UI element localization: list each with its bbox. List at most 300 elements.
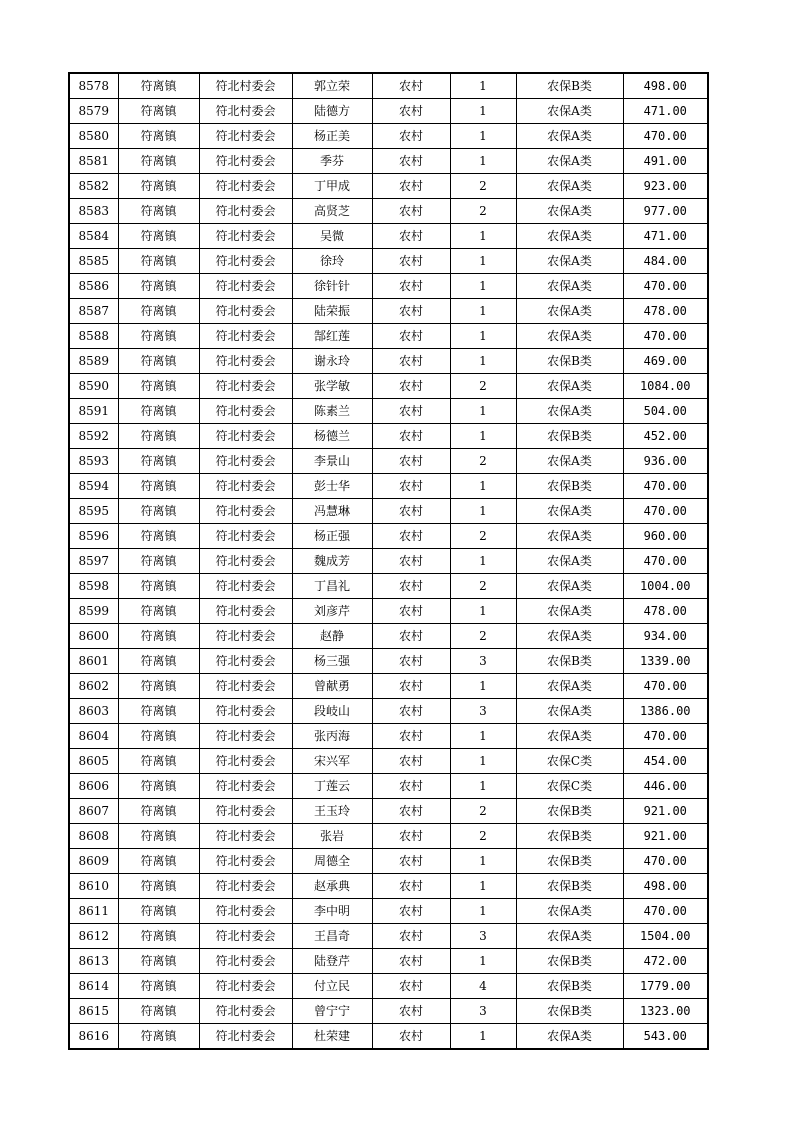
area-type-cell: 农村 [372,174,450,199]
household-count-cell: 2 [450,374,516,399]
village-committee-cell: 符北村委会 [199,174,292,199]
amount-cell: 470.00 [623,899,708,924]
table-row [69,724,708,749]
household-count-cell: 1 [450,724,516,749]
area-type-cell: 农村 [372,974,450,999]
person-name-cell: 杨正强 [292,524,372,549]
table-row [69,399,708,424]
person-name-cell: 段岐山 [292,699,372,724]
town-cell: 符离镇 [118,524,199,549]
insurance-category-cell: 农保A类 [516,674,623,699]
amount-cell: 504.00 [623,399,708,424]
insurance-category-cell: 农保A类 [516,99,623,124]
village-committee-cell: 符北村委会 [199,199,292,224]
village-committee-cell: 符北村委会 [199,874,292,899]
table-row [69,999,708,1024]
insurance-category-cell: 农保B类 [516,999,623,1024]
insurance-category-cell: 农保A类 [516,199,623,224]
row-number: 8578 [69,73,118,99]
person-name-cell: 魏成芳 [292,549,372,574]
village-committee-cell: 符北村委会 [199,824,292,849]
table-row [69,224,708,249]
amount-cell: 923.00 [623,174,708,199]
person-name-cell: 赵静 [292,624,372,649]
person-name-cell: 赵承典 [292,874,372,899]
insurance-category-cell: 农保A类 [516,499,623,524]
amount-cell: 478.00 [623,599,708,624]
person-name-cell: 曾献勇 [292,674,372,699]
person-name-cell: 丁莲云 [292,774,372,799]
row-number: 8582 [69,174,118,199]
row-number: 8610 [69,874,118,899]
table-row [69,1024,708,1050]
household-count-cell: 3 [450,649,516,674]
household-count-cell: 1 [450,849,516,874]
insurance-category-cell: 农保B类 [516,974,623,999]
amount-cell: 484.00 [623,249,708,274]
row-number: 8583 [69,199,118,224]
row-number: 8587 [69,299,118,324]
village-committee-cell: 符北村委会 [199,149,292,174]
amount-cell: 1323.00 [623,999,708,1024]
amount-cell: 543.00 [623,1024,708,1050]
person-name-cell: 丁甲成 [292,174,372,199]
insurance-category-cell: 农保C类 [516,774,623,799]
row-number: 8580 [69,124,118,149]
household-count-cell: 1 [450,749,516,774]
town-cell: 符离镇 [118,199,199,224]
row-number: 8595 [69,499,118,524]
amount-cell: 498.00 [623,73,708,99]
person-name-cell: 杨正美 [292,124,372,149]
insurance-category-cell: 农保A类 [516,724,623,749]
roster-table [68,72,709,1050]
village-committee-cell: 符北村委会 [199,474,292,499]
table-row [69,349,708,374]
row-number: 8605 [69,749,118,774]
area-type-cell: 农村 [372,499,450,524]
person-name-cell: 杨三强 [292,649,372,674]
insurance-category-cell: 农保A类 [516,224,623,249]
village-committee-cell: 符北村委会 [199,374,292,399]
area-type-cell: 农村 [372,524,450,549]
amount-cell: 470.00 [623,324,708,349]
village-committee-cell: 符北村委会 [199,324,292,349]
town-cell: 符离镇 [118,374,199,399]
village-committee-cell: 符北村委会 [199,449,292,474]
village-committee-cell: 符北村委会 [199,99,292,124]
town-cell: 符离镇 [118,449,199,474]
town-cell: 符离镇 [118,649,199,674]
town-cell: 符离镇 [118,924,199,949]
row-number: 8599 [69,599,118,624]
area-type-cell: 农村 [372,324,450,349]
town-cell: 符离镇 [118,124,199,149]
table-row [69,149,708,174]
table-row [69,299,708,324]
household-count-cell: 1 [450,874,516,899]
row-number: 8606 [69,774,118,799]
town-cell: 符离镇 [118,674,199,699]
insurance-category-cell: 农保B类 [516,649,623,674]
row-number: 8604 [69,724,118,749]
household-count-cell: 1 [450,249,516,274]
town-cell: 符离镇 [118,999,199,1024]
insurance-category-cell: 农保B类 [516,73,623,99]
amount-cell: 491.00 [623,149,708,174]
person-name-cell: 张学敏 [292,374,372,399]
table-row [69,749,708,774]
row-number: 8579 [69,99,118,124]
household-count-cell: 3 [450,924,516,949]
village-committee-cell: 符北村委会 [199,124,292,149]
area-type-cell: 农村 [372,349,450,374]
village-committee-cell: 符北村委会 [199,224,292,249]
amount-cell: 1504.00 [623,924,708,949]
area-type-cell: 农村 [372,149,450,174]
insurance-category-cell: 农保B类 [516,799,623,824]
household-count-cell: 1 [450,1024,516,1050]
table-row [69,774,708,799]
row-number: 8594 [69,474,118,499]
insurance-category-cell: 农保A类 [516,374,623,399]
insurance-category-cell: 农保A类 [516,399,623,424]
area-type-cell: 农村 [372,249,450,274]
amount-cell: 478.00 [623,299,708,324]
person-name-cell: 郭立荣 [292,73,372,99]
household-count-cell: 1 [450,224,516,249]
household-count-cell: 1 [450,549,516,574]
area-type-cell: 农村 [372,874,450,899]
area-type-cell: 农村 [372,674,450,699]
row-number: 8609 [69,849,118,874]
insurance-category-cell: 农保A类 [516,274,623,299]
insurance-category-cell: 农保A类 [516,299,623,324]
village-committee-cell: 符北村委会 [199,624,292,649]
table-row [69,799,708,824]
town-cell: 符离镇 [118,73,199,99]
table-row [69,249,708,274]
town-cell: 符离镇 [118,424,199,449]
person-name-cell: 陆登芹 [292,949,372,974]
village-committee-cell: 符北村委会 [199,549,292,574]
table-row [69,924,708,949]
person-name-cell: 陈素兰 [292,399,372,424]
area-type-cell: 农村 [372,549,450,574]
person-name-cell: 杨德兰 [292,424,372,449]
area-type-cell: 农村 [372,73,450,99]
table-row [69,849,708,874]
person-name-cell: 彭士华 [292,474,372,499]
amount-cell: 470.00 [623,499,708,524]
table-row [69,699,708,724]
row-number: 8614 [69,974,118,999]
insurance-category-cell: 农保A类 [516,449,623,474]
row-number: 8608 [69,824,118,849]
village-committee-cell: 符北村委会 [199,724,292,749]
village-committee-cell: 符北村委会 [199,349,292,374]
household-count-cell: 1 [450,399,516,424]
row-number: 8586 [69,274,118,299]
amount-cell: 471.00 [623,224,708,249]
household-count-cell: 4 [450,974,516,999]
table-row [69,274,708,299]
village-committee-cell: 符北村委会 [199,774,292,799]
household-count-cell: 1 [450,149,516,174]
person-name-cell: 郜红莲 [292,324,372,349]
town-cell: 符离镇 [118,249,199,274]
town-cell: 符离镇 [118,849,199,874]
row-number: 8607 [69,799,118,824]
row-number: 8593 [69,449,118,474]
person-name-cell: 张丙海 [292,724,372,749]
town-cell: 符离镇 [118,274,199,299]
table-row [69,899,708,924]
amount-cell: 470.00 [623,124,708,149]
table-row [69,874,708,899]
amount-cell: 469.00 [623,349,708,374]
table-row [69,824,708,849]
amount-cell: 977.00 [623,199,708,224]
insurance-category-cell: 农保A类 [516,899,623,924]
row-number: 8581 [69,149,118,174]
insurance-category-cell: 农保B类 [516,349,623,374]
insurance-category-cell: 农保A类 [516,524,623,549]
person-name-cell: 徐玲 [292,249,372,274]
town-cell: 符离镇 [118,474,199,499]
amount-cell: 470.00 [623,474,708,499]
household-count-cell: 1 [450,324,516,349]
row-number: 8615 [69,999,118,1024]
amount-cell: 452.00 [623,424,708,449]
person-name-cell: 陆荣振 [292,299,372,324]
area-type-cell: 农村 [372,574,450,599]
row-number: 8603 [69,699,118,724]
table-row [69,524,708,549]
household-count-cell: 2 [450,449,516,474]
village-committee-cell: 符北村委会 [199,299,292,324]
household-count-cell: 1 [450,499,516,524]
insurance-category-cell: 农保A类 [516,699,623,724]
village-committee-cell: 符北村委会 [199,424,292,449]
person-name-cell: 丁昌礼 [292,574,372,599]
row-number: 8588 [69,324,118,349]
village-committee-cell: 符北村委会 [199,849,292,874]
row-number: 8591 [69,399,118,424]
amount-cell: 470.00 [623,849,708,874]
person-name-cell: 冯慧琳 [292,499,372,524]
roster-body [69,73,708,1049]
row-number: 8585 [69,249,118,274]
person-name-cell: 张岩 [292,824,372,849]
amount-cell: 1004.00 [623,574,708,599]
village-committee-cell: 符北村委会 [199,249,292,274]
row-number: 8596 [69,524,118,549]
area-type-cell: 农村 [372,949,450,974]
row-number: 8600 [69,624,118,649]
row-number: 8592 [69,424,118,449]
table-row [69,949,708,974]
row-number: 8598 [69,574,118,599]
area-type-cell: 农村 [372,624,450,649]
person-name-cell: 刘彦芹 [292,599,372,624]
insurance-category-cell: 农保A类 [516,324,623,349]
amount-cell: 471.00 [623,99,708,124]
amount-cell: 470.00 [623,724,708,749]
row-number: 8597 [69,549,118,574]
insurance-category-cell: 农保C类 [516,749,623,774]
village-committee-cell: 符北村委会 [199,999,292,1024]
household-count-cell: 2 [450,624,516,649]
row-number: 8611 [69,899,118,924]
area-type-cell: 农村 [372,374,450,399]
area-type-cell: 农村 [372,224,450,249]
town-cell: 符离镇 [118,724,199,749]
person-name-cell: 曾宁宁 [292,999,372,1024]
village-committee-cell: 符北村委会 [199,599,292,624]
town-cell: 符离镇 [118,599,199,624]
area-type-cell: 农村 [372,824,450,849]
household-count-cell: 1 [450,774,516,799]
insurance-category-cell: 农保A类 [516,599,623,624]
table-row [69,674,708,699]
area-type-cell: 农村 [372,649,450,674]
insurance-category-cell: 农保A类 [516,149,623,174]
area-type-cell: 农村 [372,999,450,1024]
area-type-cell: 农村 [372,799,450,824]
area-type-cell: 农村 [372,449,450,474]
area-type-cell: 农村 [372,299,450,324]
table-row [69,649,708,674]
person-name-cell: 李景山 [292,449,372,474]
person-name-cell: 徐针针 [292,274,372,299]
area-type-cell: 农村 [372,599,450,624]
village-committee-cell: 符北村委会 [199,899,292,924]
area-type-cell: 农村 [372,724,450,749]
household-count-cell: 1 [450,274,516,299]
household-count-cell: 3 [450,699,516,724]
town-cell: 符离镇 [118,324,199,349]
insurance-category-cell: 农保A类 [516,174,623,199]
amount-cell: 921.00 [623,824,708,849]
amount-cell: 1386.00 [623,699,708,724]
household-count-cell: 1 [450,124,516,149]
amount-cell: 454.00 [623,749,708,774]
row-number: 8590 [69,374,118,399]
amount-cell: 1779.00 [623,974,708,999]
town-cell: 符离镇 [118,399,199,424]
household-count-cell: 2 [450,574,516,599]
area-type-cell: 农村 [372,774,450,799]
town-cell: 符离镇 [118,149,199,174]
person-name-cell: 李中明 [292,899,372,924]
amount-cell: 470.00 [623,674,708,699]
household-count-cell: 2 [450,524,516,549]
town-cell: 符离镇 [118,1024,199,1050]
area-type-cell: 农村 [372,124,450,149]
area-type-cell: 农村 [372,199,450,224]
amount-cell: 498.00 [623,874,708,899]
table-row [69,574,708,599]
village-committee-cell: 符北村委会 [199,674,292,699]
amount-cell: 960.00 [623,524,708,549]
town-cell: 符离镇 [118,224,199,249]
village-committee-cell: 符北村委会 [199,749,292,774]
town-cell: 符离镇 [118,774,199,799]
town-cell: 符离镇 [118,874,199,899]
amount-cell: 470.00 [623,549,708,574]
table-row [69,624,708,649]
household-count-cell: 2 [450,174,516,199]
row-number: 8612 [69,924,118,949]
amount-cell: 934.00 [623,624,708,649]
town-cell: 符离镇 [118,299,199,324]
row-number: 8601 [69,649,118,674]
insurance-category-cell: 农保A类 [516,574,623,599]
town-cell: 符离镇 [118,574,199,599]
row-number: 8616 [69,1024,118,1050]
amount-cell: 936.00 [623,449,708,474]
household-count-cell: 1 [450,899,516,924]
town-cell: 符离镇 [118,799,199,824]
amount-cell: 446.00 [623,774,708,799]
village-committee-cell: 符北村委会 [199,274,292,299]
amount-cell: 470.00 [623,274,708,299]
amount-cell: 472.00 [623,949,708,974]
person-name-cell: 谢永玲 [292,349,372,374]
table-row [69,499,708,524]
table-row [69,599,708,624]
village-committee-cell: 符北村委会 [199,699,292,724]
town-cell: 符离镇 [118,99,199,124]
row-number: 8602 [69,674,118,699]
village-committee-cell: 符北村委会 [199,1024,292,1050]
person-name-cell: 王玉玲 [292,799,372,824]
table-row [69,474,708,499]
insurance-category-cell: 农保B类 [516,874,623,899]
area-type-cell: 农村 [372,424,450,449]
insurance-category-cell: 农保B类 [516,949,623,974]
table-row [69,424,708,449]
household-count-cell: 2 [450,199,516,224]
area-type-cell: 农村 [372,474,450,499]
insurance-category-cell: 农保A类 [516,924,623,949]
row-number: 8584 [69,224,118,249]
area-type-cell: 农村 [372,699,450,724]
area-type-cell: 农村 [372,849,450,874]
area-type-cell: 农村 [372,99,450,124]
village-committee-cell: 符北村委会 [199,949,292,974]
household-count-cell: 1 [450,674,516,699]
person-name-cell: 高贤芝 [292,199,372,224]
town-cell: 符离镇 [118,499,199,524]
row-number: 8589 [69,349,118,374]
table-row [69,324,708,349]
person-name-cell: 陆德方 [292,99,372,124]
insurance-category-cell: 农保B类 [516,474,623,499]
village-committee-cell: 符北村委会 [199,574,292,599]
person-name-cell: 季芬 [292,149,372,174]
household-count-cell: 1 [450,99,516,124]
insurance-category-cell: 农保B类 [516,824,623,849]
person-name-cell: 周德全 [292,849,372,874]
table-row [69,549,708,574]
insurance-category-cell: 农保A类 [516,549,623,574]
table-row [69,73,708,99]
amount-cell: 1084.00 [623,374,708,399]
household-count-cell: 1 [450,299,516,324]
person-name-cell: 付立民 [292,974,372,999]
